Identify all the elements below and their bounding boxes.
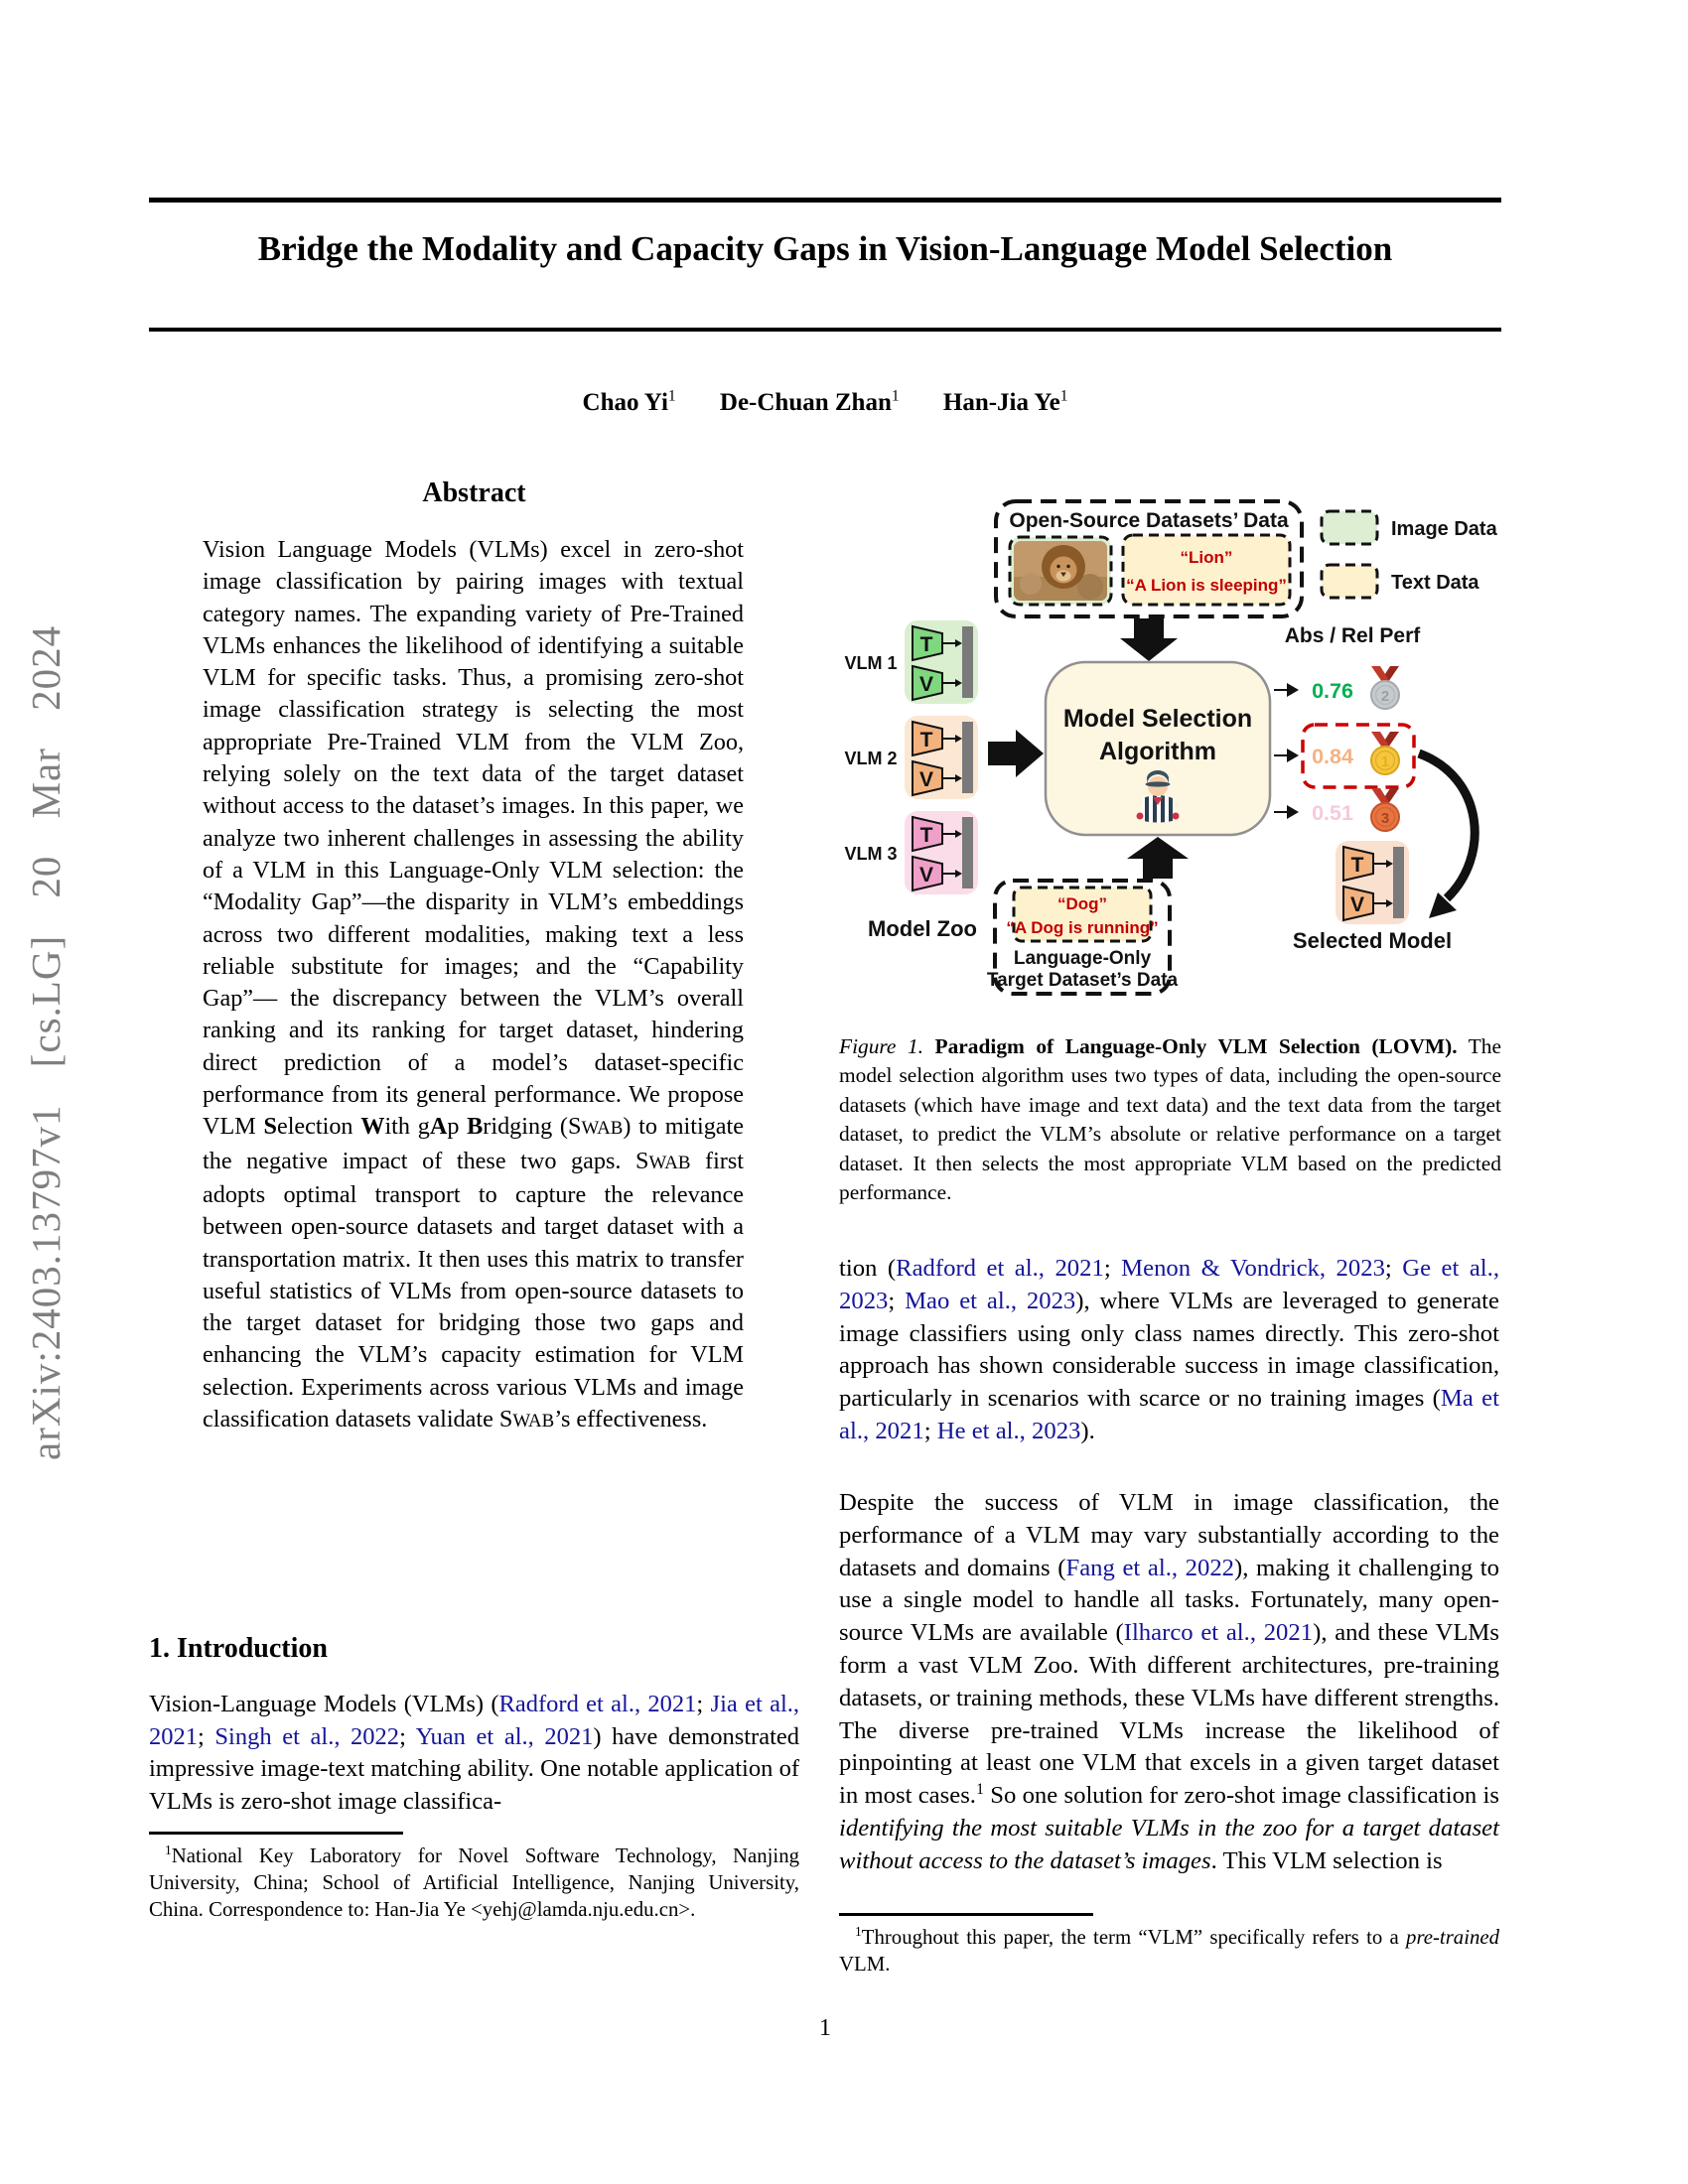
legend-text-label: Text Data xyxy=(1391,572,1479,594)
citation-link[interactable]: Radford et al., 2021 xyxy=(498,1691,697,1717)
footnote-vlm-definition xyxy=(839,1924,1499,1978)
svg-text:V: V xyxy=(1349,893,1365,916)
text-segment: pre-trained xyxy=(1406,1926,1499,1949)
text-segment: B xyxy=(467,1113,484,1141)
legend-image-label: Image Data xyxy=(1391,518,1497,540)
score-row-1 xyxy=(1274,666,1399,709)
author-3: Han-Jia Ye$^1$ xyxy=(942,387,1068,416)
gold-medal-icon xyxy=(1371,732,1399,774)
dog-class-label: “Dog” xyxy=(1056,894,1108,913)
text-segment: So one solution for zero-shot image classification is xyxy=(984,1782,1499,1810)
footnote-rule-left xyxy=(149,1832,403,1835)
text-segment: National Key Laboratory for Novel Software Technology, Nanjing University, China; School of Artificial Intelligence, Nanjing University, China. Correspondence to: Han-Jia Ye <yehj@lamda.nju.edu.cn>. xyxy=(149,1844,799,1921)
svg-text:T: T xyxy=(919,633,933,656)
citation-link[interactable]: Radford et al., 2021 xyxy=(896,1255,1104,1282)
legend-text-swatch xyxy=(1322,565,1377,598)
paper-title: Bridge the Modality and Capacity Gaps in Vision-Language Model Selection xyxy=(257,229,1393,268)
arxiv-watermark: arXiv:2403.13797v1 [cs.LG] 20 Mar 2024 xyxy=(23,624,69,1460)
author-2: De-Chuan Zhan$^1$ xyxy=(719,387,900,416)
abstract-heading: Abstract xyxy=(422,478,526,508)
citation-link[interactable]: Ge et al., 2023 xyxy=(839,1255,1499,1314)
text-segment: Paradigm of Language-Only VLM Selection (LOVM). xyxy=(934,1034,1458,1058)
lion-class-label: “Lion” xyxy=(1180,548,1233,567)
dog-caption-label: “A Dog is running” xyxy=(1006,918,1159,937)
author-1-affiliation-mark: 1 xyxy=(667,387,676,405)
author-line xyxy=(149,389,1501,417)
svg-text:T: T xyxy=(1350,854,1364,877)
score-value-3: 0.51 xyxy=(1312,801,1353,825)
abstract-text xyxy=(203,534,744,1437)
svg-text:V: V xyxy=(918,864,934,887)
score-value-1: 0.76 xyxy=(1312,679,1353,703)
text-segment: election xyxy=(276,1113,361,1141)
text-segment: ; xyxy=(888,1287,906,1314)
text-segment: ), making it challenging to use a single model to handle all tasks. Fortunately, many open-source VLMs are available ( xyxy=(839,1554,1499,1647)
open-source-datasets-box xyxy=(996,501,1302,616)
footnote-rule-right xyxy=(839,1913,1093,1916)
page-number: 1 xyxy=(819,2015,831,2041)
open-source-title: Open-Source Datasets’ Data xyxy=(1009,509,1289,532)
text-segment: WAB xyxy=(581,1118,624,1140)
text-segment xyxy=(923,1034,935,1058)
svg-text:1: 1 xyxy=(1380,753,1390,770)
score-value-2: 0.84 xyxy=(1312,745,1353,768)
figure-1 xyxy=(839,491,1504,1027)
vlm-block-2 xyxy=(905,716,978,799)
model-selection-box xyxy=(1046,662,1270,835)
citation-link[interactable]: Ma et al., 2021 xyxy=(839,1385,1500,1444)
citation-link[interactable]: Singh et al., 2022 xyxy=(214,1722,400,1750)
vlm2-label: VLM 2 xyxy=(844,749,898,768)
figure-1-caption xyxy=(839,1032,1501,1207)
text-segment: ; xyxy=(198,1722,215,1750)
text-segment: ), where VLMs are leveraged to generate image classifiers using only class names directly. This zero-shot approach has shown considerable success in image classification, particularly in scenarios with scarce or no training images ( xyxy=(839,1287,1499,1413)
svg-text:V: V xyxy=(918,673,934,696)
silver-medal-icon xyxy=(1371,666,1399,709)
title-rule-top xyxy=(149,198,1501,203)
text-segment: ) have demonstrated impressive image-text matching ability. One notable application of VLMs is zero-shot image classifica- xyxy=(149,1722,800,1815)
arrow-up-icon xyxy=(1127,837,1189,879)
score-row-2 xyxy=(1274,725,1414,787)
author-2-affiliation-mark: 1 xyxy=(891,387,900,405)
text-segment: first adopts optimal transport to capture the relevance between open-source datasets and target dataset with a transportation matrix. It then uses this matrix to transfer useful statistics of VLMs from open-source datasets to the target dataset for bridging those two gaps and enhancing the VLM’s capacity estimation for VLM selection. Experiments across various VLMs and image classification datasets validate S xyxy=(203,1147,744,1433)
title-rule-bottom xyxy=(149,328,1501,332)
target-label-line2: Target Dataset’s Data xyxy=(986,970,1179,991)
legend-image-swatch xyxy=(1322,511,1377,544)
citation-link[interactable]: He et al., 2023 xyxy=(936,1417,1081,1444)
citation-link[interactable]: Ilharco et al., 2021 xyxy=(1123,1619,1314,1647)
text-segment: ’s effectiveness. xyxy=(554,1406,708,1433)
arrow-right-icon xyxy=(988,730,1044,777)
text-segment: Vision-Language Models (VLMs) ( xyxy=(149,1691,499,1717)
text-segment: VLM. xyxy=(839,1953,891,1976)
text-segment: 1 xyxy=(975,1780,985,1798)
right-paragraph-1 xyxy=(839,1253,1499,1448)
intro-paragraph xyxy=(149,1689,799,1818)
lion-image xyxy=(1014,541,1107,601)
citation-link[interactable]: Mao et al., 2023 xyxy=(905,1287,1076,1314)
svg-text:2: 2 xyxy=(1380,688,1390,705)
perf-header: Abs / Rel Perf xyxy=(1284,624,1421,647)
text-segment: ; xyxy=(923,1417,937,1444)
text-segment: ridging (S xyxy=(483,1113,582,1141)
footnote-affiliation xyxy=(149,1843,799,1923)
vlm3-label: VLM 3 xyxy=(844,844,898,864)
citation-link[interactable]: Yuan et al., 2021 xyxy=(415,1722,594,1750)
score-row-3 xyxy=(1274,788,1399,831)
text-segment: ), and these VLMs form a vast VLM Zoo. With different architectures, pre-training datasets, or training methods, these VLMs have different strengths. The diverse pre-trained VLMs increase the likelihood of pinpointing at least one VLM that excels in a given target dataset in most cases. xyxy=(839,1619,1499,1810)
text-segment: Throughout this paper, the term “VLM” specifically refers to a xyxy=(861,1926,1407,1949)
text-segment: The model selection algorithm uses two types of data, including the open-source datasets (which have image and text data) and the text data from the target dataset, to predict the VLM’s absolute or relative performance on a target dataset. It then selects the most appropriate VLM based on the predicted performance. xyxy=(839,1034,1501,1205)
citation-link[interactable]: Jia et al., 2021 xyxy=(149,1691,799,1750)
curved-arrow-icon xyxy=(1419,753,1475,918)
text-segment: p xyxy=(447,1113,468,1141)
vlm-block-3 xyxy=(905,811,978,894)
text-segment: ith g xyxy=(384,1113,430,1141)
algo-label-line1: Model Selection xyxy=(1062,705,1253,733)
svg-text:3: 3 xyxy=(1380,810,1390,827)
text-segment: Vision Language Models (VLMs) excel in zero-shot image classification by pairing images with textual category names. The expanding variety of Pre-Trained VLMs enhances the likelihood of identifying a suitable VLM for specific tasks. Thus, a promising zero-shot image classification strategy is selecting the most appropriate Pre-Trained VLM from the VLM Zoo, relying solely on the text data of the target dataset without access to the dataset’s images. In this paper, we analyze two inherent challenges in assessing the ability of a VLM in this Language-Only VLM selection: the “Modality Gap”—the disparity in VLM’s embeddings across two different modalities, making text a less reliable substitute for images; and the “Capability Gap”— the discrepancy between the VLM’s overall ranking and its ranking for target dataset, hindering direct prediction of a model’s dataset-specific performance from its general performance. We propose VLM xyxy=(203,536,744,1141)
arrow-down-icon xyxy=(1120,618,1178,661)
text-segment: ; xyxy=(696,1691,711,1717)
text-segment: tion ( xyxy=(839,1255,897,1282)
author-1: Chao Yi$^1$ xyxy=(582,387,676,416)
text-segment: S xyxy=(263,1113,277,1141)
text-segment: ; xyxy=(1103,1255,1122,1282)
figure-1-canvas xyxy=(839,491,1504,1027)
bronze-medal-icon xyxy=(1371,788,1399,831)
selected-model-label: Selected Model xyxy=(1292,928,1453,953)
right-paragraph-2 xyxy=(839,1487,1499,1878)
text-segment: A xyxy=(429,1113,448,1141)
citation-link[interactable]: Menon & Vondrick, 2023 xyxy=(1121,1255,1385,1282)
vlm-block-1 xyxy=(905,620,978,704)
section-heading-introduction: 1. Introduction xyxy=(149,1633,328,1664)
text-segment: W xyxy=(360,1113,385,1141)
algo-label-line2: Algorithm xyxy=(1098,738,1217,765)
text-segment: 1 xyxy=(165,1843,172,1858)
model-zoo-label: Model Zoo xyxy=(868,916,977,941)
text-segment: identifying the most suitable VLMs in the zoo for a target dataset without access to the dataset’s images xyxy=(839,1814,1499,1874)
text-segment: 1 xyxy=(855,1924,862,1940)
text-segment: Despite the success of VLM in image classification, the performance of a VLM may vary substantially according to the datasets and domains ( xyxy=(839,1489,1499,1581)
lion-caption-label: “A Lion is sleeping” xyxy=(1126,576,1287,595)
text-segment: ; xyxy=(1384,1255,1403,1282)
figure-legend xyxy=(1322,511,1498,598)
text-segment: ). xyxy=(1080,1417,1095,1444)
target-label-line1: Language-Only xyxy=(1013,948,1152,969)
selected-model-block xyxy=(1336,841,1409,924)
svg-text:T: T xyxy=(919,729,933,751)
text-segment: ) to mitigate the negative impact of these two gaps. S xyxy=(203,1113,744,1174)
target-dataset-box xyxy=(987,881,1179,994)
citation-link[interactable]: Fang et al., 2022 xyxy=(1065,1554,1235,1581)
svg-text:T: T xyxy=(919,824,933,847)
text-segment: WAB xyxy=(512,1411,555,1433)
svg-text:V: V xyxy=(918,768,934,791)
text-segment: WAB xyxy=(648,1152,691,1173)
text-segment: . This VLM selection is xyxy=(1210,1846,1443,1874)
vlm1-label: VLM 1 xyxy=(844,653,898,673)
text-segment: ; xyxy=(399,1722,416,1750)
text-segment: Figure 1. xyxy=(839,1034,923,1058)
author-3-affiliation-mark: 1 xyxy=(1059,387,1068,405)
